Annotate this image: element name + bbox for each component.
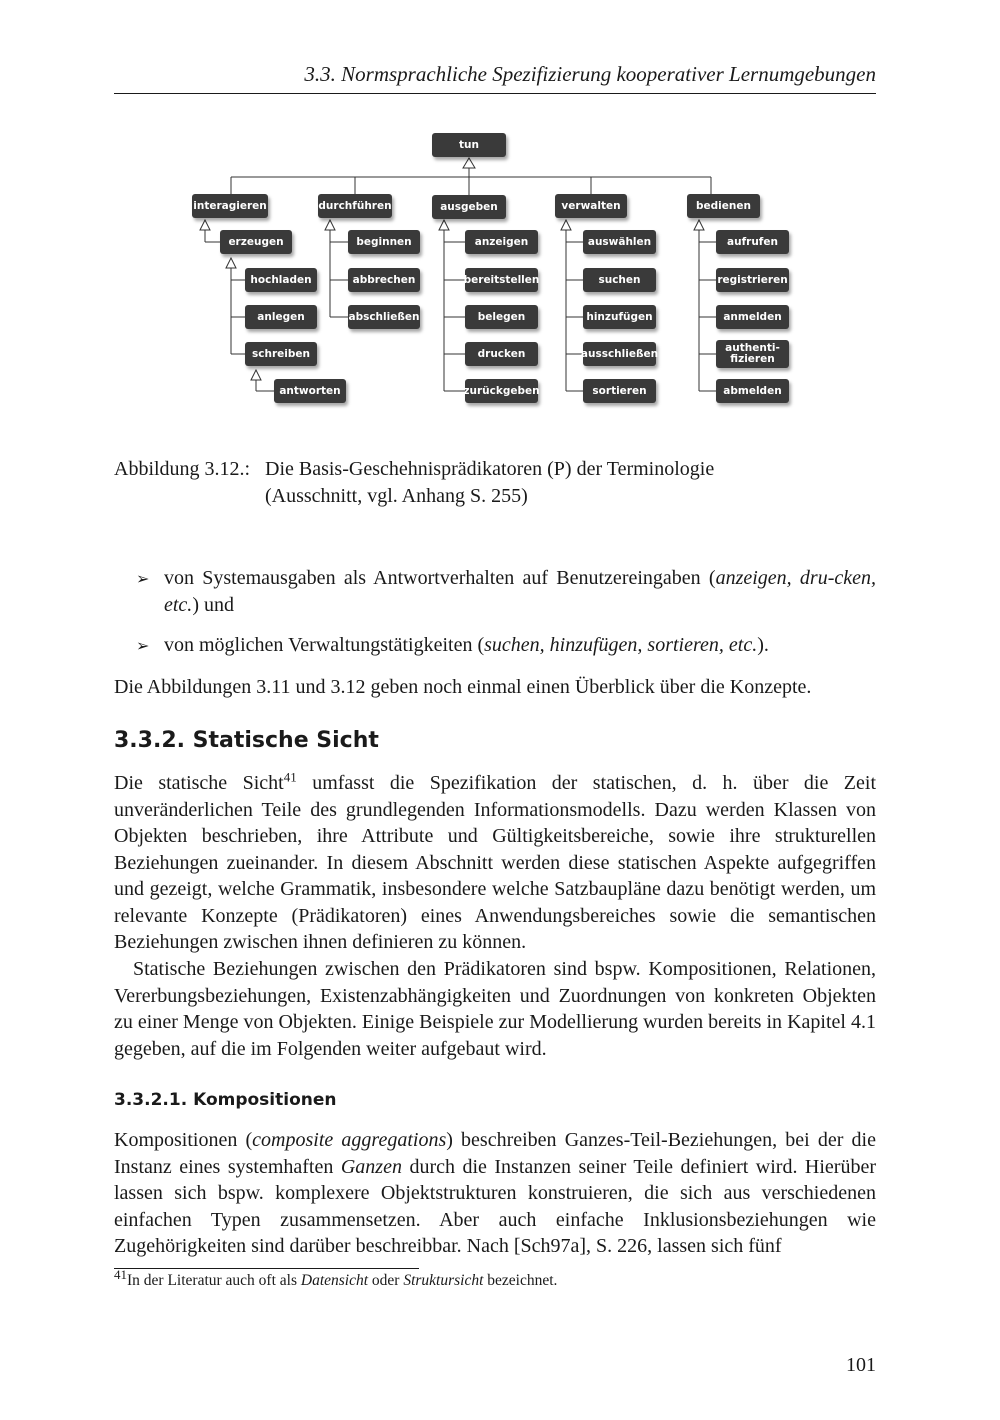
node-anmelden: anmelden (716, 305, 789, 329)
footnote-end: bezeichnet. (483, 1272, 558, 1289)
node-antworten: antworten (274, 379, 346, 403)
section-heading: 3.3.2. Statische Sicht (114, 728, 379, 753)
node-verwalten: verwalten (555, 194, 627, 218)
node-anzeigen: anzeigen (465, 230, 538, 254)
node-drucken: drucken (465, 342, 538, 366)
footnote (114, 1266, 558, 1290)
footnote-ref[interactable]: 41 (283, 769, 297, 785)
bullet-1-italic: anzeigen, dru-cken, etc. (164, 567, 876, 616)
caption-label: Abbildung 3.12.: (114, 458, 251, 480)
caption-line-2: (Ausschnitt, vgl. Anhang S. 255) (265, 485, 528, 507)
node-anlegen: anlegen (245, 305, 317, 329)
footnote-italic-2: Struktursicht (403, 1272, 484, 1289)
node-durchfuehren: durchführen (318, 194, 392, 218)
subsection-paragraph (114, 1127, 876, 1260)
footnote-italic-1: Datensicht (300, 1272, 369, 1289)
sub-p-rest: durch die Instanzen seiner Teile definiert wird. Hierüber lassen sich bspw. komplexere Objektstrukturen konstruieren, die sich aus verschiedenen einfachen Typen zusammensetzen. Aber auch einfache Inklusionsbeziehungen wie Zugehörigkeiten sind darüber beschreibbar. Nach [Sch97a], S. 226, lassen sich fünf (114, 1155, 876, 1257)
footnote-mid: oder (368, 1272, 404, 1289)
footnote-number: 41 (114, 1266, 127, 1282)
node-ausgeben: ausgeben (432, 195, 506, 219)
node-hochladen: hochladen (245, 268, 317, 292)
node-suchen: suchen (583, 268, 656, 292)
node-ausschliessen: ausschließen (583, 342, 656, 366)
node-zurueckgeben: zurückgeben (465, 379, 538, 403)
node-abschliessen: abschließen (348, 305, 420, 329)
p1-start: Die statische Sicht (114, 772, 284, 794)
node-aufrufen: aufrufen (716, 230, 789, 254)
predicate-tree-diagram (0, 0, 1000, 430)
sub-p-start: Kompositionen ( (114, 1129, 253, 1151)
node-schreiben: schreiben (245, 342, 317, 366)
node-belegen: belegen (465, 305, 538, 329)
bullet-1-end: ) und (192, 593, 234, 616)
footnote-text-start: In der Literatur auch oft als (127, 1272, 301, 1289)
bullet-item-1 (164, 565, 876, 618)
p1-rest: umfasst die Spezifikation der statischen, d. h. über die Zeit unveränderlichen Teile des grundlegenden Informationsmodells. Dazu werden Klassen von Objekten beschrieben, ihre Attribute und Gültigkeitsbereiche, sowie ihre strukturellen Beziehungen zueinander. In diesem Abschnitt werden diese statischen Aspekte aufgegriffen und gezeigt, welche Grammatik, insbesondere welche Satzbaupläne dazu benötigt werden, um relevante Konzepte (Prädikatoren) eines Anwendungsbereiches sowie die semantischen Beziehungen zwischen ihnen definieren zu können. (114, 772, 877, 953)
node-auswaehlen: auswählen (583, 230, 656, 254)
running-head: 3.3. Normsprachliche Spezifizierung kooperativer Lernumgebungen (304, 62, 876, 86)
bullet-2-italic: suchen, hinzufügen, sortieren, etc. (484, 634, 758, 656)
bullet-2-end: ). (757, 634, 769, 656)
sub-p-italic-1: composite aggregations (252, 1129, 447, 1151)
bullet-marker-2: ➢ (136, 636, 150, 655)
node-hinzufuegen: hinzufügen (583, 305, 656, 329)
node-beginnen: beginnen (348, 230, 420, 254)
page-number: 101 (846, 1354, 876, 1376)
bullet-item-2 (164, 632, 876, 659)
footnote-rule (114, 1268, 419, 1269)
caption-text (265, 456, 865, 510)
bullet-2-text: von möglichen Verwaltungstätigkeiten ( (164, 634, 485, 656)
node-authentifizieren: authenti- fizieren (716, 340, 789, 368)
caption-line-1: Die Basis-Geschehnisprädikatoren (P) der Terminologie (265, 458, 715, 480)
node-registrieren: registrieren (716, 268, 789, 292)
node-abbrechen: abbrechen (348, 268, 420, 292)
summary-line: Die Abbildungen 3.11 und 3.12 geben noch einmal einen Überblick über die Konzepte. (114, 676, 812, 698)
node-bedienen: bedienen (687, 194, 760, 218)
node-bereitstellen: bereitstellen (465, 268, 538, 292)
node-sortieren: sortieren (583, 379, 656, 403)
section-paragraph-1 (114, 770, 876, 956)
node-erzeugen: erzeugen (220, 230, 292, 254)
section-paragraph-2: Statische Beziehungen zwischen den Prädikatoren sind bspw. Kompositionen, Relationen, Vererbungsbeziehungen, Existenzabhängigkeiten und Zuordnungen von konkreten Objekten zu einer Menge von Objekten. Einige Beispiele zur Modellierung wurden bereits in Kapitel 4.1 gegeben, auf die im Folgenden weiter aufgebaut wird. (114, 958, 876, 1060)
subsection-heading: 3.3.2.1. Kompositionen (114, 1090, 337, 1110)
sub-p-italic-2: Ganzen (340, 1155, 402, 1178)
node-interagieren: interagieren (192, 194, 268, 218)
node-abmelden: abmelden (716, 379, 789, 403)
bullet-marker-1: ➢ (136, 569, 150, 588)
sub-p-mid: ) beschreiben Ganzes-Teil-Beziehungen, bei der die Instanz eines systemhaften (114, 1129, 876, 1178)
bullet-1-text: von Systemausgaben als Antwortverhalten auf Benutzereingaben ( (164, 567, 716, 589)
node-root: tun (432, 133, 506, 157)
